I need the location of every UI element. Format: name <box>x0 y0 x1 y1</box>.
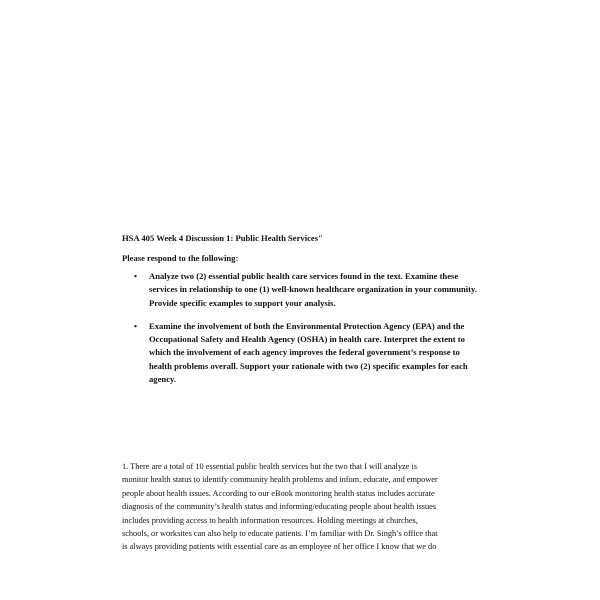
bullet-item <box>122 320 482 386</box>
answer-paragraph <box>122 460 472 554</box>
answer-line: monitor health status to identify community health problems and infom, educate, and empower <box>122 475 438 485</box>
answer-line: 1. There are a total of 10 essential public health services but the two that I will analyze is <box>122 462 417 471</box>
answer-line: is always providing patients with essential care as an employee of her office I know that we do <box>122 542 437 552</box>
bullet-text: Analyze two (2) essential public health care services found in the text. Examine these services in relationship to one (1) well-known healthcare organization in your community. Provide specific examples to support your analysis. <box>149 271 477 308</box>
bullet-text: Examine the involvement of both the Environmental Protection Agency (EPA) and the Occupational Safety and Health Agency (OSHA) in health care. Interpret the extent to which the involvement of each agency improves the federal government’s response to health problems overall. Support your rationale with two (2) specific examples for each agency. <box>149 320 468 385</box>
answer-line: schools, or worksites can also help to educate patients. I’m familiar with Dr. Singh’s office that <box>122 529 438 539</box>
bullet-list <box>122 270 482 396</box>
bullet-icon: • <box>134 320 138 331</box>
answer-line: people about health issues. According to our eBook monitoring health status includes accurate <box>122 488 435 498</box>
prompt-text: Please respond to the following: <box>122 253 239 263</box>
answer-line: includes providing access to health information resources. Holding meetings at churches, <box>122 515 418 525</box>
bullet-item <box>122 270 482 310</box>
document-title: HSA 405 Week 4 Discussion 1: Public Health Services" <box>122 233 323 243</box>
bullet-icon: • <box>134 271 138 281</box>
answer-line: diagnosis of the community’s health status and informing/educating people about health issues <box>122 502 437 512</box>
